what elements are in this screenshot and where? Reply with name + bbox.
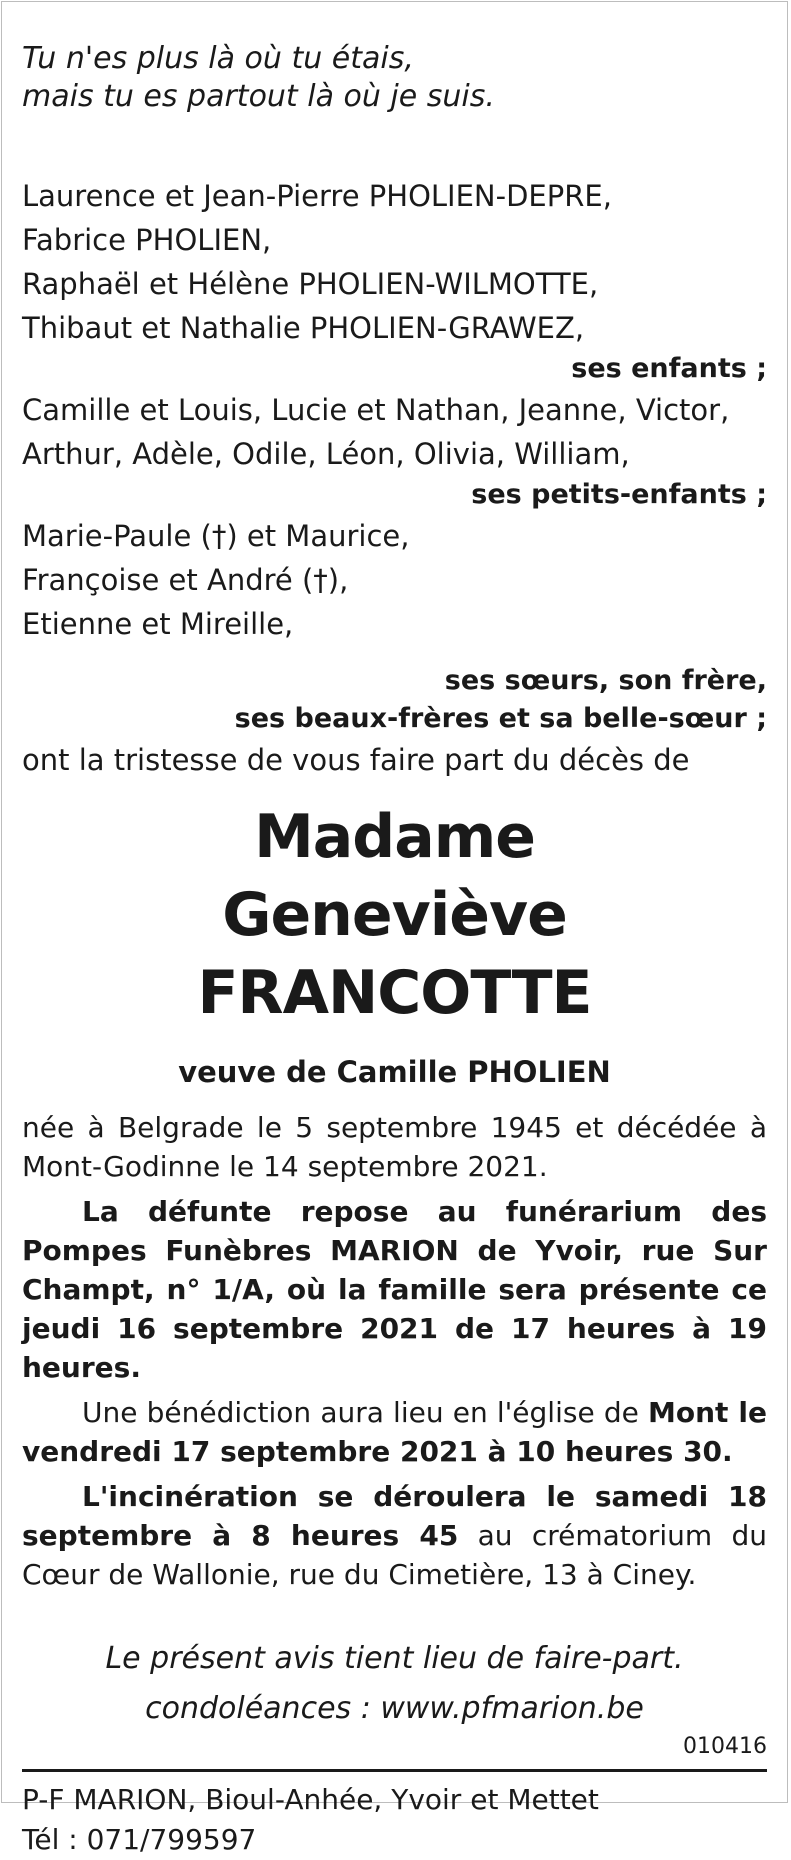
epigraph-line-2: mais tu es partout là où je suis.: [22, 79, 495, 114]
incineration-date: L'incinération se déroulera le samedi 18 septembre à 8 heures 45: [22, 1480, 767, 1552]
siblings-line: Françoise et André (†),: [22, 563, 349, 597]
incineration-info: [22, 1477, 767, 1594]
siblings-line: Etienne et Mireille,: [22, 607, 294, 641]
widow-of: veuve de Camille PHOLIEN: [178, 1055, 611, 1089]
footer-company: P-F MARION, Bioul-Anhée, Yvoir et Mettet: [22, 1783, 599, 1816]
notice-frame: [1, 1, 788, 1856]
children-label: ses enfants ;: [571, 353, 767, 384]
notice-line-1: Le présent avis tient lieu de faire-part.: [105, 1641, 684, 1676]
grandchildren-line: Arthur, Adèle, Odile, Léon, Olivia, William,: [22, 437, 630, 471]
notice-line-2: condoléances : www.pfmarion.be: [145, 1691, 644, 1726]
grandchildren-line: Camille et Louis, Lucie et Nathan, Jeanne, Victor,: [22, 393, 730, 427]
notice-content: [22, 2, 767, 1860]
blessing-date: Mont le vendredi 17 septembre 2021 à 10 heures 30.: [22, 1396, 767, 1468]
blessing-info: [22, 1393, 767, 1471]
children-line: Laurence et Jean-Pierre PHOLIEN-DEPRE,: [22, 179, 612, 213]
siblings-label-2: ses beaux-frères et sa belle-sœur ;: [234, 703, 767, 734]
children-line: Thibaut et Nathalie PHOLIEN-GRAWEZ,: [22, 311, 585, 345]
siblings-label-1: ses sœurs, son frère,: [444, 665, 767, 696]
children-line: Raphaël et Hélène PHOLIEN-WILMOTTE,: [22, 267, 599, 301]
children-line: Fabrice PHOLIEN,: [22, 223, 272, 257]
birth-death: née à Belgrade le 5 septembre 1945 et décédée à Mont-Godinne le 14 septembre 2021.: [22, 1111, 767, 1183]
incineration-place: au crématorium du Cœur de Wallonie, rue du Cimetière, 13 à Ciney.: [22, 1519, 768, 1591]
deceased-title: Madame: [254, 802, 535, 872]
announcement: ont la tristesse de vous faire part du décès de: [22, 743, 690, 777]
deceased-name: Geneviève FRANCOTTE: [197, 880, 592, 1028]
footer-phone: Tél : 071/799597: [22, 1823, 257, 1856]
grandchildren-block: [22, 388, 767, 514]
children-block: [22, 174, 767, 388]
funerarium-info: La défunte repose au funérarium des Pompes Funèbres MARION de Yvoir, rue Sur Champt, n° 1/A, où la famille sera présente ce jeudi 16 septembre 2021 de 17 heures à 19 heures.: [22, 1195, 767, 1384]
siblings-line: Marie-Paule (†) et Maurice,: [22, 519, 410, 553]
reference-number: 010416: [683, 1734, 767, 1759]
siblings-block: [22, 514, 767, 738]
blessing-text: Une bénédiction aura lieu en l'église de: [82, 1396, 648, 1429]
grandchildren-label: ses petits-enfants ;: [471, 479, 767, 510]
epigraph-line-1: Tu n'es plus là où tu étais,: [22, 41, 414, 76]
